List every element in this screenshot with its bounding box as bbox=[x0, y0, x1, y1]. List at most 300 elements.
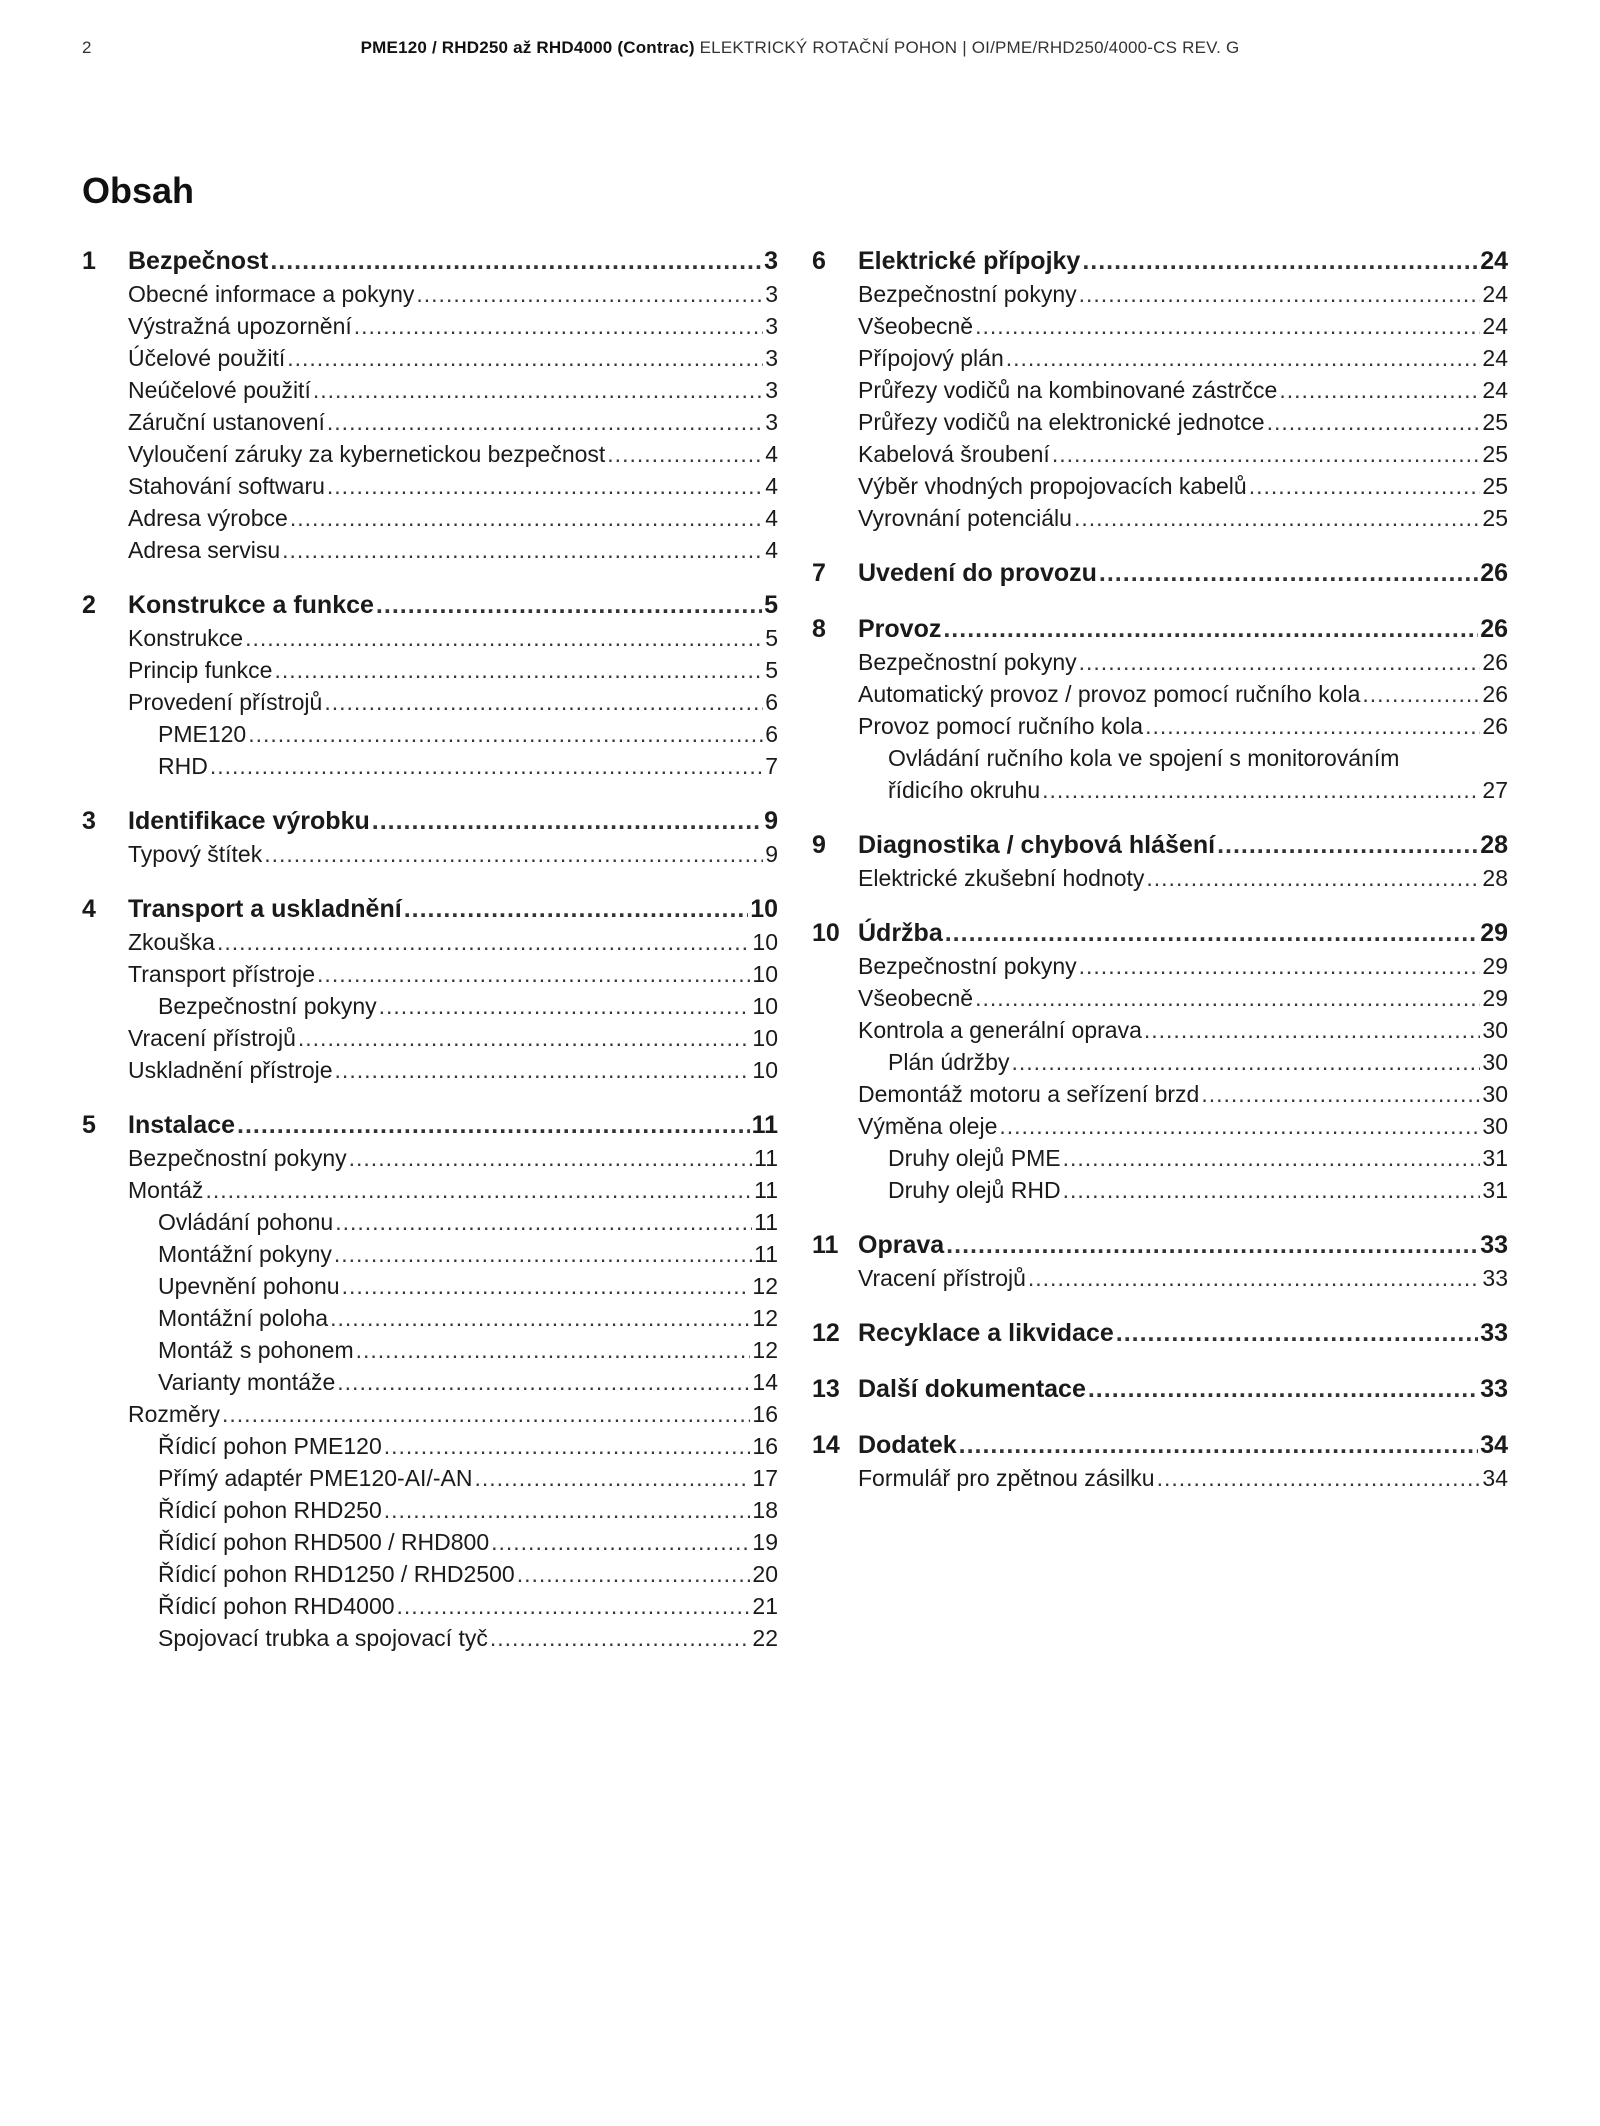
toc-page-number: 10 bbox=[752, 993, 778, 1019]
toc-entry[interactable] bbox=[812, 310, 1508, 342]
toc-entry-title: Přímý adaptér PME120-AI/-AN bbox=[158, 1465, 473, 1491]
toc-entry-title: Transport přístroje bbox=[128, 961, 316, 987]
toc-dot-leader bbox=[490, 1622, 751, 1654]
toc-entry-title: Průřezy vodičů na kombinované zástrčce bbox=[858, 377, 1278, 403]
toc-dot-leader bbox=[1249, 470, 1481, 502]
toc-entry-title: Elektrické zkušební hodnoty bbox=[858, 865, 1145, 891]
toc-entry-line[interactable]: Ovládání ručního kola ve spojení s monitorováním bbox=[888, 745, 1400, 771]
toc-entry[interactable] bbox=[812, 982, 1508, 1014]
toc-section-title: Další dokumentace bbox=[858, 1375, 1086, 1403]
toc-entry[interactable] bbox=[82, 718, 778, 750]
toc-page-number: 4 bbox=[765, 441, 778, 467]
toc-section bbox=[82, 244, 778, 566]
toc-entry[interactable] bbox=[82, 502, 778, 534]
toc-dot-leader bbox=[384, 1494, 751, 1526]
toc-entry-title: Vyloučení záruky za kybernetickou bezpečnost bbox=[128, 441, 606, 467]
toc-dot-leader bbox=[975, 310, 1480, 342]
toc-section-title: Bezpečnost bbox=[128, 247, 269, 275]
toc-dot-leader bbox=[327, 406, 763, 438]
toc-page-number: 11 bbox=[754, 1209, 778, 1235]
toc-entry[interactable] bbox=[812, 678, 1508, 710]
toc-dot-leader bbox=[416, 278, 763, 310]
toc-dot-leader bbox=[1079, 646, 1481, 678]
toc-entry[interactable] bbox=[82, 534, 778, 566]
toc-page-number: 12 bbox=[752, 1273, 778, 1299]
toc-dot-leader bbox=[356, 1334, 751, 1366]
toc-page-number: 5 bbox=[765, 657, 778, 683]
toc-dot-leader bbox=[945, 916, 1478, 950]
toc-entry[interactable] bbox=[812, 710, 1508, 742]
toc-page-number: 6 bbox=[765, 689, 778, 715]
toc-entry-title: Kabelová šroubení bbox=[858, 441, 1050, 467]
toc-entry-title: Výběr vhodných propojovacích kabelů bbox=[858, 473, 1247, 499]
toc-entry-title: řídicího okruhu bbox=[888, 777, 1041, 803]
toc-entry-title: Kontrola a generální oprava bbox=[858, 1017, 1142, 1043]
toc-section-heading[interactable] bbox=[812, 244, 1508, 278]
toc-page-number: 11 bbox=[754, 1241, 778, 1267]
toc-section-heading[interactable] bbox=[82, 804, 778, 838]
toc-dot-leader bbox=[1063, 1174, 1481, 1206]
toc-entry-title: Provedení přístrojů bbox=[128, 689, 323, 715]
toc-page-number: 10 bbox=[752, 1025, 778, 1051]
toc-left-column bbox=[82, 244, 778, 1676]
toc-section bbox=[812, 1316, 1508, 1350]
toc-page-number: 26 bbox=[1482, 681, 1508, 707]
toc-dot-leader bbox=[1042, 774, 1480, 806]
toc-entry[interactable] bbox=[812, 1174, 1508, 1206]
toc-page-number: 10 bbox=[750, 895, 778, 923]
page-number: 2 bbox=[82, 38, 92, 57]
toc-page-number: 26 bbox=[1482, 649, 1508, 675]
toc-page-number: 25 bbox=[1482, 473, 1508, 499]
toc-page-number: 16 bbox=[752, 1433, 778, 1459]
toc-entry-title: Bezpečnostní pokyny bbox=[858, 649, 1077, 675]
toc-entry-title: Přípojový plán bbox=[858, 345, 1004, 371]
toc-dot-leader bbox=[397, 1590, 751, 1622]
toc-page-number: 17 bbox=[752, 1465, 778, 1491]
toc-dot-leader bbox=[1052, 438, 1481, 470]
toc-page-number: 20 bbox=[752, 1561, 778, 1587]
toc-section-heading[interactable] bbox=[812, 828, 1508, 862]
toc-section bbox=[812, 244, 1508, 534]
toc-dot-leader bbox=[1063, 1142, 1481, 1174]
toc-page-number: 29 bbox=[1482, 985, 1508, 1011]
toc-section bbox=[812, 612, 1508, 806]
toc-entry-title: Automatický provoz / provoz pomocí ručního kola bbox=[858, 681, 1361, 707]
toc-dot-leader bbox=[245, 622, 763, 654]
toc-dot-leader bbox=[282, 534, 763, 566]
toc-dot-leader bbox=[1267, 406, 1481, 438]
toc-entry-title: Princip funkce bbox=[128, 657, 273, 683]
toc-section-heading[interactable] bbox=[812, 916, 1508, 950]
toc-page-number: 11 bbox=[754, 1177, 778, 1203]
toc-dot-leader bbox=[274, 654, 763, 686]
toc-section-number: 3 bbox=[82, 807, 96, 835]
toc-entry[interactable] bbox=[812, 502, 1508, 534]
toc-section-title: Elektrické přípojky bbox=[858, 247, 1081, 275]
toc-section-heading[interactable] bbox=[812, 612, 1508, 646]
toc-entry-title: Výstražná upozornění bbox=[128, 313, 352, 339]
toc-entry-title: Spojovací trubka a spojovací tyč bbox=[158, 1625, 488, 1651]
toc-section bbox=[82, 892, 778, 1086]
toc-section-heading[interactable] bbox=[812, 1228, 1508, 1262]
toc-dot-leader bbox=[379, 990, 751, 1022]
toc-entry-title: Výměna oleje bbox=[858, 1113, 998, 1139]
toc-page-number: 31 bbox=[1482, 1145, 1508, 1171]
toc-entry[interactable] bbox=[812, 342, 1508, 374]
toc-entry[interactable] bbox=[82, 374, 778, 406]
toc-section bbox=[812, 916, 1508, 1206]
toc-entry[interactable] bbox=[82, 838, 778, 870]
toc-section-title: Údržba bbox=[858, 919, 943, 947]
document-title-bold: PME120 / RHD250 až RHD4000 (Contrac) bbox=[360, 38, 695, 57]
toc-entry-title: Řídicí pohon PME120 bbox=[158, 1433, 382, 1459]
toc-entry[interactable] bbox=[82, 342, 778, 374]
toc-dot-leader bbox=[334, 1238, 752, 1270]
toc-entry[interactable] bbox=[812, 862, 1508, 894]
toc-entry-title: Formulář pro zpětnou zásilku bbox=[858, 1465, 1155, 1491]
toc-entry[interactable] bbox=[812, 470, 1508, 502]
toc-section-number: 6 bbox=[812, 247, 826, 275]
toc-section-heading[interactable] bbox=[82, 588, 778, 622]
toc-entry-title: Účelové použití bbox=[128, 345, 286, 371]
page-header bbox=[82, 38, 1518, 62]
toc-dot-leader bbox=[1088, 1372, 1478, 1406]
toc-entry[interactable] bbox=[812, 1462, 1508, 1494]
toc-entry[interactable] bbox=[82, 1366, 778, 1398]
toc-dot-leader bbox=[959, 1428, 1479, 1462]
toc-section-title: Recyklace a likvidace bbox=[858, 1319, 1114, 1347]
toc-dot-leader bbox=[1082, 244, 1478, 278]
toc-entry-title: Konstrukce bbox=[128, 625, 244, 651]
toc-page-number: 33 bbox=[1480, 1231, 1508, 1259]
toc-entry[interactable] bbox=[82, 654, 778, 686]
toc-section-title: Diagnostika / chybová hlášení bbox=[858, 831, 1216, 859]
toc-page-number: 3 bbox=[765, 409, 778, 435]
toc-dot-leader bbox=[205, 1174, 752, 1206]
toc-entry-title: Řídicí pohon RHD4000 bbox=[158, 1593, 395, 1619]
toc-entry[interactable] bbox=[812, 1078, 1508, 1110]
toc-entry-title: Montážní poloha bbox=[158, 1305, 329, 1331]
toc-page-number: 9 bbox=[765, 841, 778, 867]
toc-page-number: 3 bbox=[765, 313, 778, 339]
toc-entry[interactable] bbox=[82, 1270, 778, 1302]
toc-section-title: Instalace bbox=[128, 1111, 236, 1139]
toc-entry-title: Provoz pomocí ručního kola bbox=[858, 713, 1144, 739]
toc-entry[interactable] bbox=[82, 1302, 778, 1334]
toc-entry-title: Řídicí pohon RHD500 / RHD800 bbox=[158, 1529, 490, 1555]
toc-page-number: 5 bbox=[764, 591, 778, 619]
toc-entry-title: Adresa výrobce bbox=[128, 505, 288, 531]
toc-entry-title: Všeobecně bbox=[858, 985, 974, 1011]
toc-entry-title: Stahování softwaru bbox=[128, 473, 325, 499]
toc-dot-leader bbox=[222, 1398, 750, 1430]
toc-entry-title: Obecné informace a pokyny bbox=[128, 281, 415, 307]
toc-page-number: 29 bbox=[1480, 919, 1508, 947]
toc-dot-leader bbox=[1028, 1262, 1481, 1294]
toc-entry[interactable] bbox=[812, 1142, 1508, 1174]
toc-section-number: 1 bbox=[82, 247, 96, 275]
toc-section bbox=[82, 588, 778, 782]
toc-section-number: 8 bbox=[812, 615, 826, 643]
toc-entry[interactable] bbox=[82, 958, 778, 990]
toc-section bbox=[812, 556, 1508, 590]
toc-entry[interactable] bbox=[82, 1054, 778, 1086]
toc-entry-title: Bezpečnostní pokyny bbox=[858, 281, 1077, 307]
toc-entry-title: Druhy olejů PME bbox=[888, 1145, 1061, 1171]
toc-dot-leader bbox=[1279, 374, 1480, 406]
toc-page-number: 19 bbox=[752, 1529, 778, 1555]
toc-dot-leader bbox=[1146, 862, 1480, 894]
toc-section-number: 4 bbox=[82, 895, 96, 923]
toc-entry-title: Vracení přístrojů bbox=[128, 1025, 296, 1051]
toc-page-number: 30 bbox=[1482, 1049, 1508, 1075]
toc-entry[interactable] bbox=[82, 470, 778, 502]
toc-page-number: 21 bbox=[752, 1593, 778, 1619]
toc-section-number: 2 bbox=[82, 591, 96, 619]
toc-dot-leader bbox=[376, 588, 762, 622]
toc-section bbox=[82, 1108, 778, 1654]
toc-dot-leader bbox=[324, 686, 763, 718]
toc-entry[interactable] bbox=[82, 1142, 778, 1174]
toc-entry-title: Plán údržby bbox=[888, 1049, 1010, 1075]
toc-entry-title: Montáž bbox=[128, 1177, 204, 1203]
toc-page-number: 9 bbox=[764, 807, 778, 835]
toc-page-number: 4 bbox=[765, 505, 778, 531]
toc-entry[interactable] bbox=[82, 926, 778, 958]
toc-section-title: Transport a uskladnění bbox=[128, 895, 402, 923]
toc-entry[interactable] bbox=[82, 750, 778, 782]
toc-entry[interactable] bbox=[812, 438, 1508, 470]
toc-dot-leader bbox=[474, 1462, 750, 1494]
toc-page-number: 12 bbox=[752, 1305, 778, 1331]
toc-dot-leader bbox=[337, 1366, 750, 1398]
toc-page-number: 28 bbox=[1482, 865, 1508, 891]
toc-dot-leader bbox=[1145, 710, 1480, 742]
toc-entry[interactable] bbox=[82, 1622, 778, 1654]
toc-dot-leader bbox=[1079, 950, 1481, 982]
toc-entry[interactable] bbox=[812, 406, 1508, 438]
toc-section-heading[interactable] bbox=[812, 1316, 1508, 1350]
toc-page-number: 25 bbox=[1482, 409, 1508, 435]
toc-entry-title: Upevnění pohonu bbox=[158, 1273, 340, 1299]
toc-entry-title: Záruční ustanovení bbox=[128, 409, 325, 435]
toc-entry[interactable] bbox=[82, 622, 778, 654]
toc-dot-leader bbox=[1116, 1316, 1478, 1350]
toc-dot-leader bbox=[237, 1108, 750, 1142]
toc-page-number: 14 bbox=[752, 1369, 778, 1395]
toc-dot-leader bbox=[404, 892, 749, 926]
toc-entry-title: PME120 bbox=[158, 721, 247, 747]
toc-section bbox=[812, 828, 1508, 894]
toc-section-heading[interactable] bbox=[812, 556, 1508, 590]
toc-page-number: 28 bbox=[1480, 831, 1508, 859]
toc-entry-title: Všeobecně bbox=[858, 313, 974, 339]
toc-page-number: 11 bbox=[751, 1111, 778, 1139]
toc-entry-title: RHD bbox=[158, 753, 208, 779]
toc-dot-leader bbox=[287, 342, 763, 374]
toc-page-number: 34 bbox=[1482, 1465, 1508, 1491]
toc-entry[interactable] bbox=[812, 646, 1508, 678]
toc-page-number: 30 bbox=[1482, 1113, 1508, 1139]
toc-entry[interactable] bbox=[82, 1334, 778, 1366]
toc-dot-leader bbox=[342, 1270, 751, 1302]
toc-page-number: 24 bbox=[1480, 247, 1508, 275]
toc-dot-leader bbox=[1201, 1078, 1480, 1110]
toc-entry-title: Neúčelové použití bbox=[128, 377, 311, 403]
toc-section-heading[interactable] bbox=[82, 1108, 778, 1142]
toc-dot-leader bbox=[1144, 1014, 1481, 1046]
document-title-rest: ELEKTRICKÝ ROTAČNÍ POHON | OI/PME/RHD250/4000-CS REV. G bbox=[694, 38, 1240, 57]
toc-entry-title: Uskladnění přístroje bbox=[128, 1057, 333, 1083]
toc-page-number: 26 bbox=[1480, 559, 1508, 587]
toc-dot-leader bbox=[943, 612, 1478, 646]
toc-entry-title: Typový štítek bbox=[128, 841, 263, 867]
toc-entry-title: Vyrovnání potenciálu bbox=[858, 505, 1072, 531]
toc-page-number: 25 bbox=[1482, 441, 1508, 467]
toc-entry[interactable] bbox=[82, 1174, 778, 1206]
toc-dot-leader bbox=[290, 502, 763, 534]
toc-page-number: 12 bbox=[752, 1337, 778, 1363]
toc-entry[interactable] bbox=[82, 278, 778, 310]
toc-dot-leader bbox=[607, 438, 763, 470]
toc-dot-leader bbox=[349, 1142, 752, 1174]
toc-section-number: 12 bbox=[812, 1319, 840, 1347]
toc-page-number: 22 bbox=[752, 1625, 778, 1651]
toc-entry-title: Druhy olejů RHD bbox=[888, 1177, 1061, 1203]
toc-page-number: 26 bbox=[1480, 615, 1508, 643]
toc-page-number: 7 bbox=[765, 753, 778, 779]
toc-dot-leader bbox=[1079, 278, 1481, 310]
toc-dot-leader bbox=[491, 1526, 750, 1558]
toc-page-number: 16 bbox=[752, 1401, 778, 1427]
toc-section-title: Provoz bbox=[858, 615, 942, 643]
toc-page-number: 29 bbox=[1482, 953, 1508, 979]
toc-section-heading[interactable] bbox=[812, 1428, 1508, 1462]
toc-dot-leader bbox=[517, 1558, 751, 1590]
toc-section-heading[interactable] bbox=[812, 1372, 1508, 1406]
toc-entry-title: Adresa servisu bbox=[128, 537, 281, 563]
toc-section bbox=[812, 1228, 1508, 1294]
toc-dot-leader bbox=[298, 1022, 751, 1054]
toc-page-number: 18 bbox=[752, 1497, 778, 1523]
toc-entry[interactable] bbox=[82, 1022, 778, 1054]
toc-section-number: 13 bbox=[812, 1375, 840, 1403]
toc-section-title: Konstrukce a funkce bbox=[128, 591, 374, 619]
toc-dot-leader bbox=[354, 310, 763, 342]
toc-dot-leader bbox=[946, 1228, 1478, 1262]
toc-section-heading[interactable] bbox=[82, 892, 778, 926]
toc-dot-leader bbox=[217, 926, 750, 958]
toc-section-number: 14 bbox=[812, 1431, 840, 1459]
toc-section-number: 10 bbox=[812, 919, 840, 947]
toc-entry[interactable] bbox=[82, 1494, 778, 1526]
toc-entry[interactable] bbox=[82, 686, 778, 718]
toc-entry-title: Montáž s pohonem bbox=[158, 1337, 354, 1363]
toc-entry[interactable] bbox=[82, 1238, 778, 1270]
toc-section-title: Uvedení do provozu bbox=[858, 559, 1097, 587]
toc-dot-leader bbox=[335, 1206, 752, 1238]
toc-page-number: 3 bbox=[765, 281, 778, 307]
toc-page-number: 10 bbox=[752, 961, 778, 987]
toc-entry[interactable] bbox=[812, 1110, 1508, 1142]
toc-page-number: 33 bbox=[1482, 1265, 1508, 1291]
toc-section-title: Identifikace výrobku bbox=[128, 807, 370, 835]
toc-page-number: 27 bbox=[1482, 777, 1508, 803]
toc-entry[interactable] bbox=[82, 1526, 778, 1558]
toc-entry[interactable] bbox=[82, 1462, 778, 1494]
toc-entry[interactable] bbox=[82, 310, 778, 342]
toc-entry[interactable] bbox=[812, 374, 1508, 406]
toc-entry[interactable] bbox=[82, 1430, 778, 1462]
toc-entry[interactable] bbox=[82, 1590, 778, 1622]
toc-section bbox=[812, 1428, 1508, 1494]
toc-page-number: 3 bbox=[765, 377, 778, 403]
toc-page-number: 33 bbox=[1480, 1319, 1508, 1347]
toc-entry-title: Řídicí pohon RHD250 bbox=[158, 1497, 382, 1523]
toc-dot-leader bbox=[999, 1110, 1480, 1142]
toc-dot-leader bbox=[313, 374, 763, 406]
page-title: Obsah bbox=[82, 170, 195, 211]
toc-section-number: 11 bbox=[812, 1231, 839, 1259]
toc-section bbox=[812, 1372, 1508, 1406]
toc-page-number: 3 bbox=[765, 345, 778, 371]
toc-entry[interactable] bbox=[812, 278, 1508, 310]
toc-entry-title: Vracení přístrojů bbox=[858, 1265, 1026, 1291]
toc-entry[interactable] bbox=[82, 1398, 778, 1430]
toc-page-number: 4 bbox=[765, 473, 778, 499]
toc-dot-leader bbox=[1099, 556, 1478, 590]
toc-page-number: 30 bbox=[1482, 1081, 1508, 1107]
document-header bbox=[82, 38, 1518, 58]
toc-entry-title: Bezpečnostní pokyny bbox=[158, 993, 377, 1019]
toc-section-number: 7 bbox=[812, 559, 826, 587]
toc-section-number: 5 bbox=[82, 1111, 96, 1139]
toc-dot-leader bbox=[264, 838, 763, 870]
toc-dot-leader bbox=[248, 718, 763, 750]
toc-entry[interactable] bbox=[812, 1014, 1508, 1046]
toc-dot-leader bbox=[270, 244, 762, 278]
toc-dot-leader bbox=[1157, 1462, 1481, 1494]
toc-dot-leader bbox=[1362, 678, 1480, 710]
toc-section-title: Oprava bbox=[858, 1231, 945, 1259]
toc-entry[interactable] bbox=[82, 990, 778, 1022]
toc-entry[interactable] bbox=[82, 438, 778, 470]
toc-entry-title: Varianty montáže bbox=[158, 1369, 336, 1395]
toc-page-number: 11 bbox=[754, 1145, 778, 1171]
toc-entry[interactable] bbox=[812, 1046, 1508, 1078]
toc-entry-title: Bezpečnostní pokyny bbox=[858, 953, 1077, 979]
toc-entry[interactable] bbox=[812, 950, 1508, 982]
toc-entry[interactable] bbox=[812, 1262, 1508, 1294]
toc-section-title: Dodatek bbox=[858, 1431, 957, 1459]
toc-page-number: 6 bbox=[765, 721, 778, 747]
toc-dot-leader bbox=[335, 1054, 751, 1086]
toc-section-heading[interactable] bbox=[82, 244, 778, 278]
toc-entry-title: Ovládání pohonu bbox=[158, 1209, 334, 1235]
toc-entry[interactable] bbox=[812, 774, 1508, 806]
toc-dot-leader bbox=[317, 958, 750, 990]
toc-entry[interactable] bbox=[82, 406, 778, 438]
toc-entry[interactable] bbox=[82, 1558, 778, 1590]
toc-dot-leader bbox=[1074, 502, 1480, 534]
toc-page-number: 33 bbox=[1480, 1375, 1508, 1403]
toc-dot-leader bbox=[327, 470, 763, 502]
toc-entry-title: Montážní pokyny bbox=[158, 1241, 332, 1267]
toc-entry-title: Rozměry bbox=[128, 1401, 221, 1427]
toc-entry[interactable] bbox=[82, 1206, 778, 1238]
toc-right-column bbox=[812, 244, 1508, 1516]
